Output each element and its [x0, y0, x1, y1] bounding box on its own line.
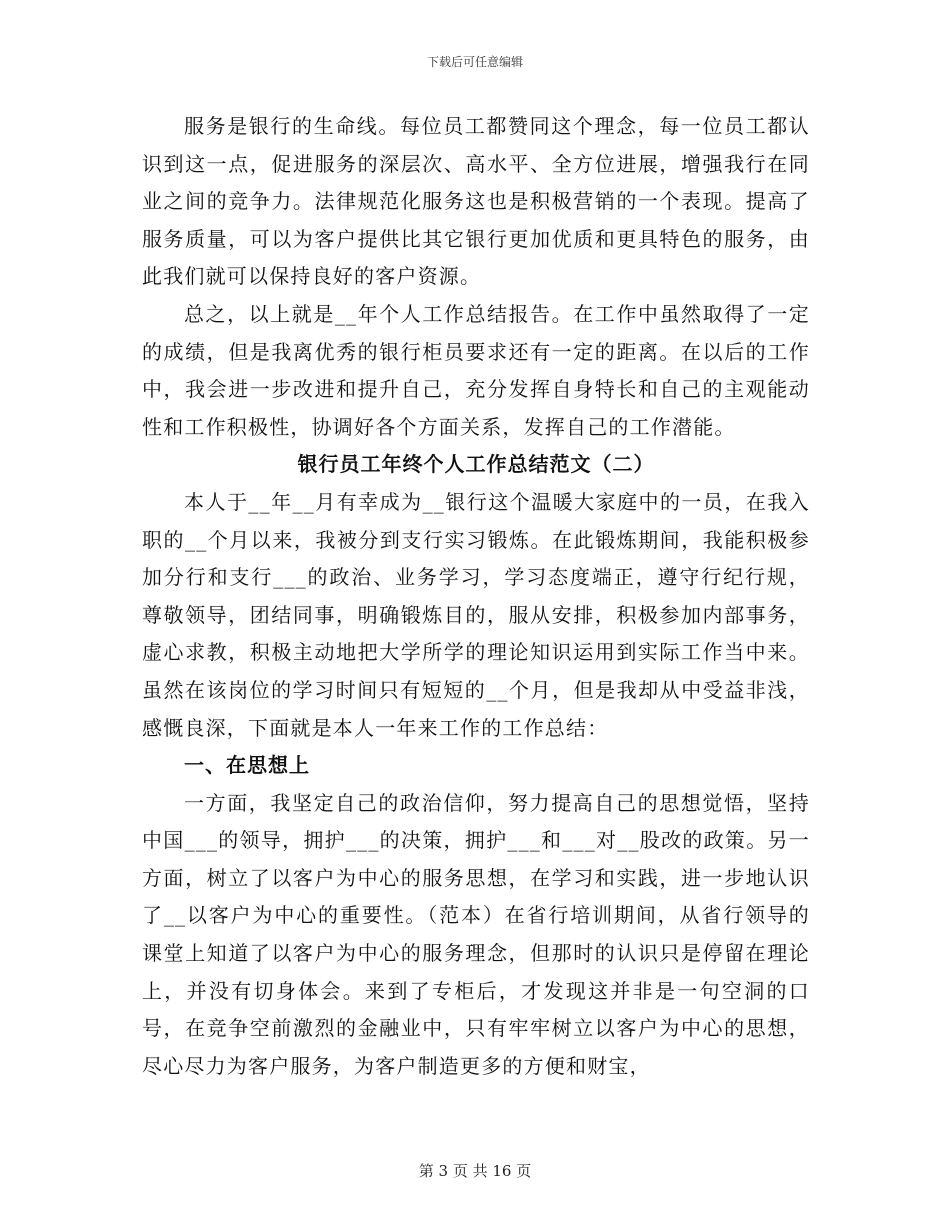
paragraph-conclusion: 总之，以上就是__年个人工作总结报告。在工作中虽然取得了一定的成绩，但是我离优秀的银行柜员要求还有一定的距离。在以后的工作中，我会进一步改进和提升自己，充分发挥自身特长和自己的主观能动性和工作积极性，协调好各个方面关系，发挥自己的工作潜能。: [142, 301, 810, 439]
page-number: 第 3 页 共 16 页: [418, 1162, 532, 1180]
paragraph-ideology: 一方面，我坚定自己的政治信仰，努力提高自己的思想觉悟，坚持中国___的领导，拥护___的决策，拥护___和___对__股改的政策。另一方面，树立了以客户为中心的服务思想，在学习和实践，进一步地认识了__以客户为中心的重要性。（范本）在省行培训期间，从省行领导的课堂上知道了以客户为中心的服务理念，但那时的认识只是停留在理论上，并没有切身体会。来到了专柜后，才发现这并非是一句空洞的口号，在竞争空前激烈的金融业中，只有牢牢树立以客户为中心的思想，尽心尽力为客户服务，为客户制造更多的方便和财宝，: [142, 790, 810, 1078]
paragraph-service: 服务是银行的生命线。每位员工都赞同这个理念，每一位员工都认识到这一点，促进服务的深层次、高水平、全方位进展，增强我行在同业之间的竞争力。法律规范化服务这也是积极营销的一个表现。提高了服务质量，可以为客户提供比其它银行更加优质和更具特色的服务，由此我们就可以保持良好的客户资源。: [142, 114, 810, 289]
subheading-ideology: 一、在思想上: [184, 753, 310, 778]
header-note: 下载后可任意编辑: [426, 55, 523, 69]
section-heading: 银行员工年终个人工作总结范文（二）: [297, 452, 655, 477]
paragraph-intro: 本人于__年__月有幸成为__银行这个温暖大家庭中的一员，在我入职的__个月以来，我被分到支行实习锻炼。在此锻炼期间，我能积极参加分行和支行___的政治、业务学习，学习态度端正，遵守行纪行规，尊敬领导，团结同事，明确锻炼目的，服从安排，积极参加内部事务，虚心求教，积极主动地把大学所学的理论知识运用到实际工作当中来。虽然在该岗位的学习时间只有短短的__个月，但是我却从中受益非浅，感慨良深，下面就是本人一年来工作的工作总结：: [142, 489, 810, 740]
document-body: [142, 108, 810, 1085]
